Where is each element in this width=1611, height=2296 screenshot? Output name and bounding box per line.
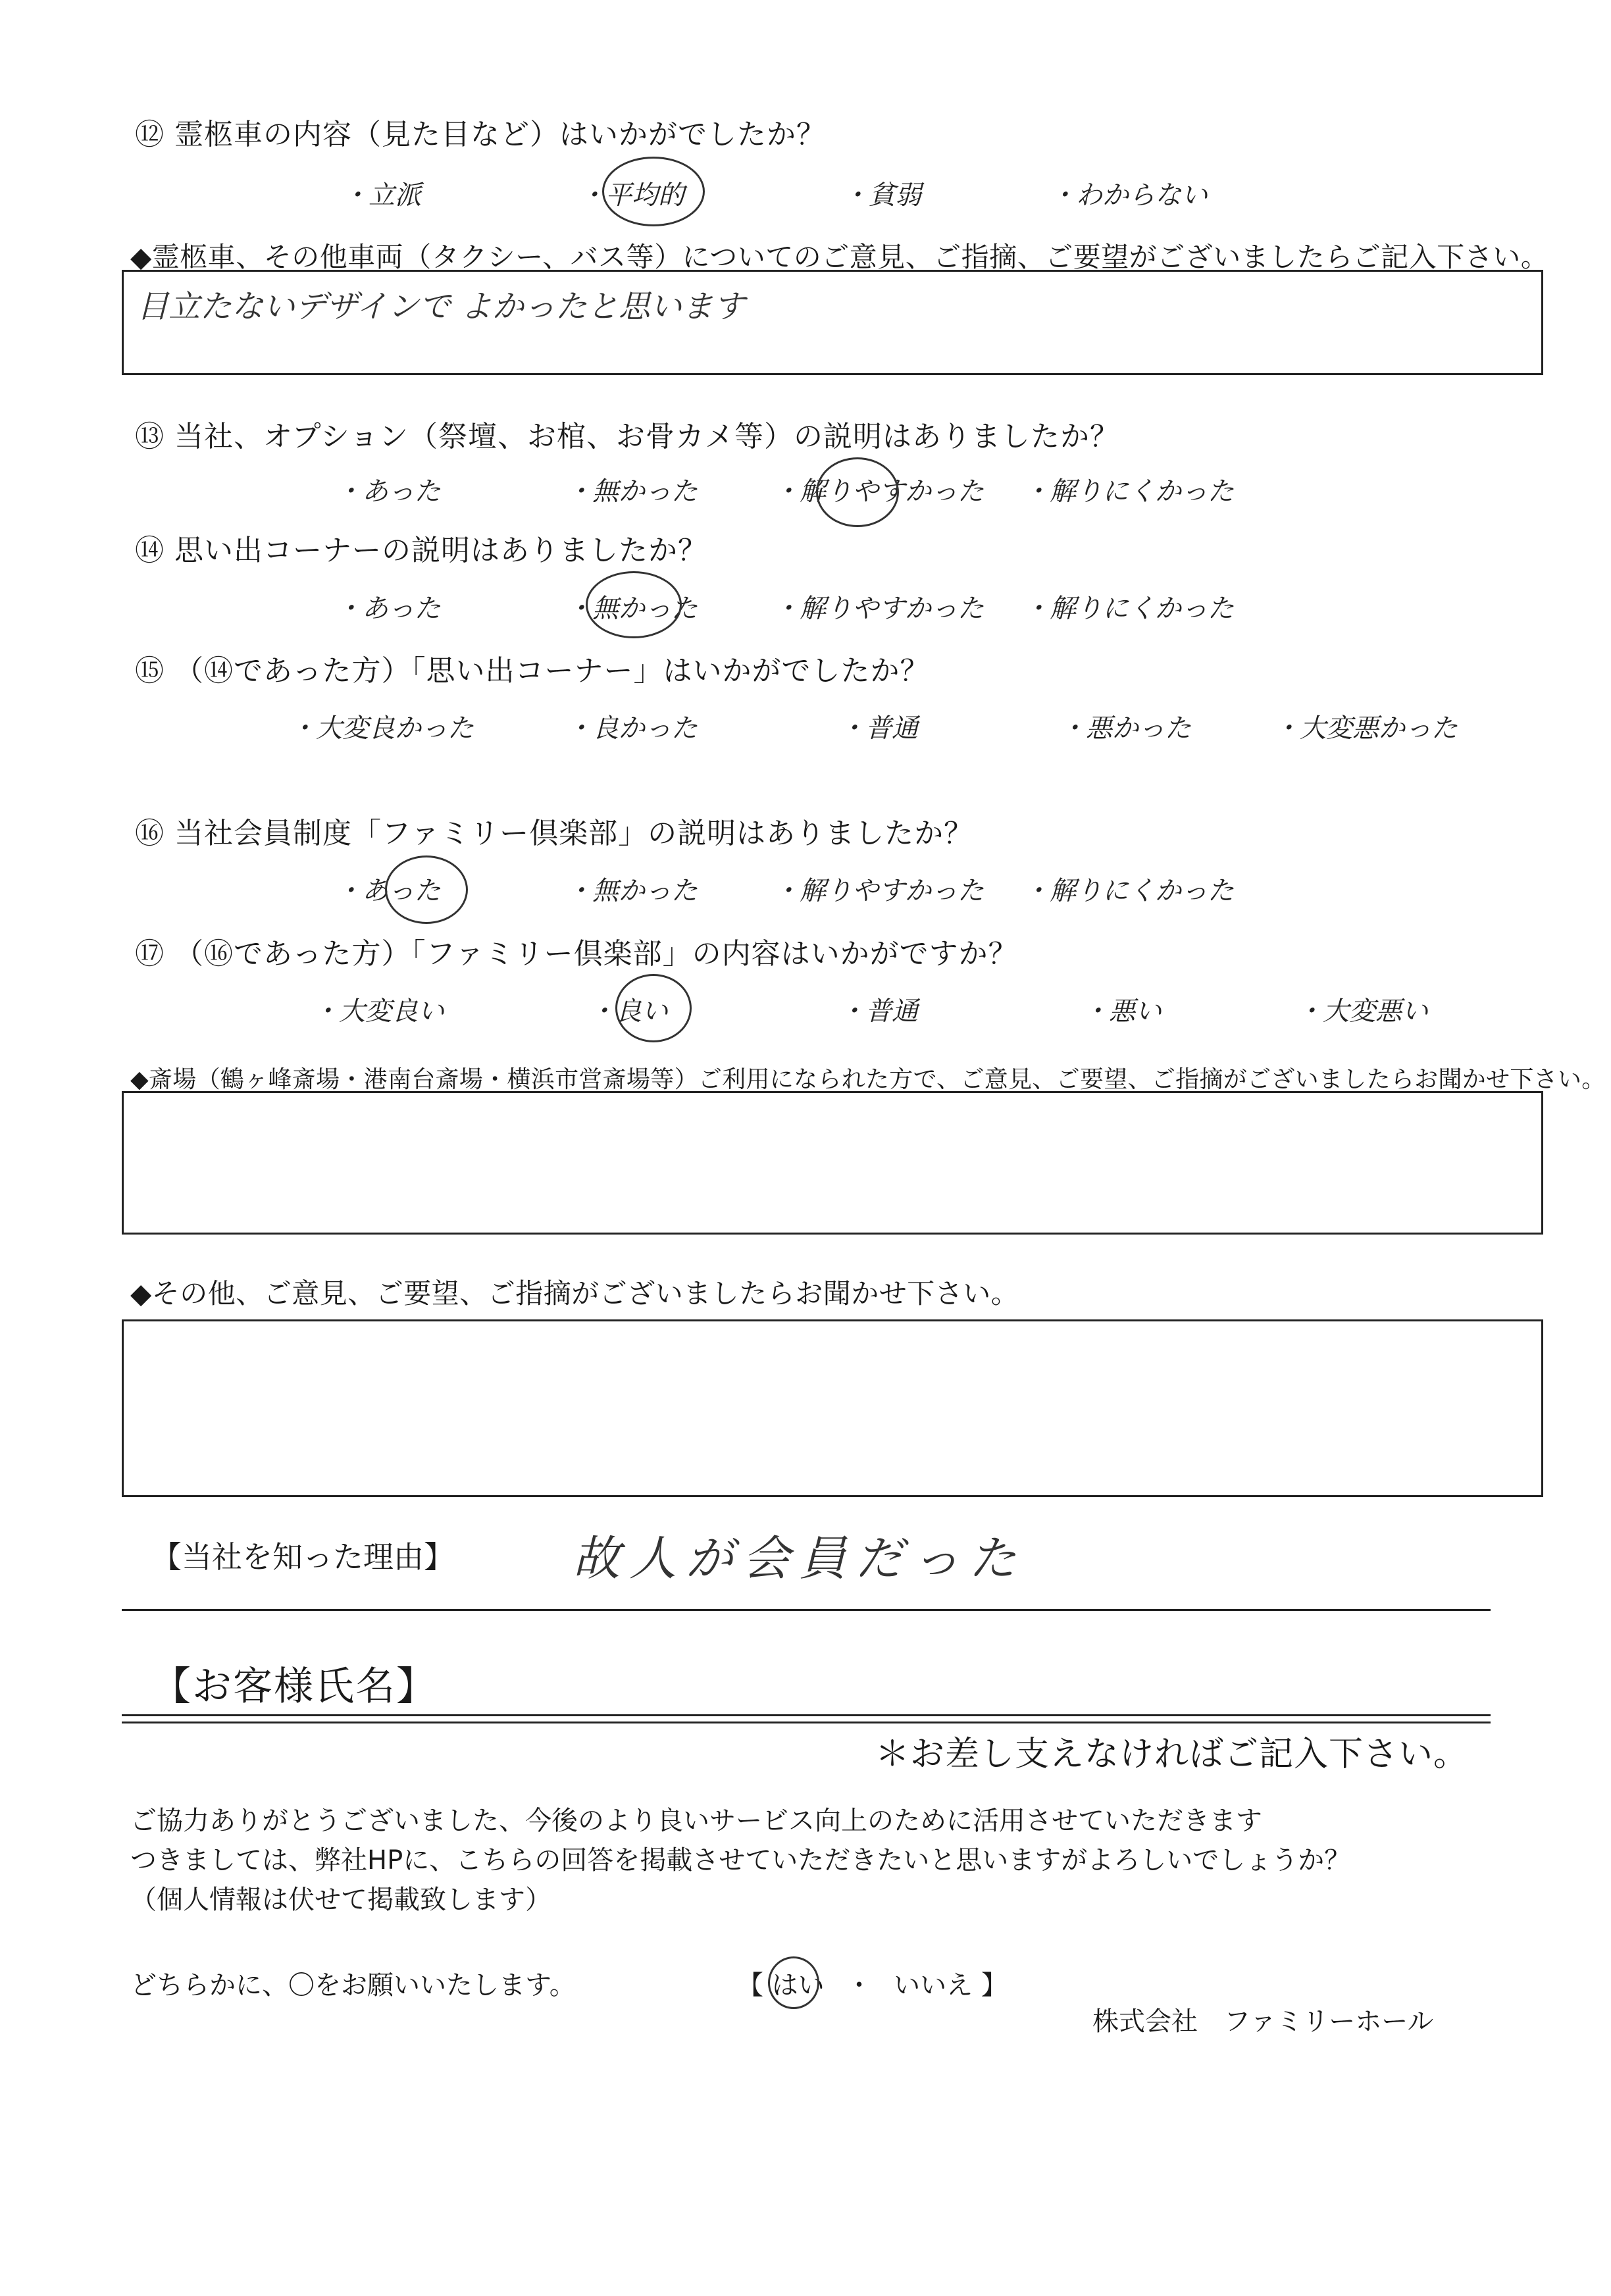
q12-option-rippa[interactable]: ・立派 (342, 180, 421, 211)
closing-line-1: ご協力ありがとうございました、今後のより良いサービス向上のために活用させていただきます (130, 1806, 1262, 1836)
q13-option-wakariyasukatta[interactable]: ・解りやすかった (773, 476, 984, 507)
selection-circle (615, 974, 692, 1042)
q15-option-daihen-yokatta[interactable]: ・大変良かった (290, 713, 474, 744)
customer-name-note: ＊お差し支えなければご記入下さい。 (875, 1735, 1469, 1774)
q12-option-hinjaku[interactable]: ・貧弱 (842, 180, 921, 211)
q16-option-wakariyasukatta[interactable]: ・解りやすかった (773, 876, 984, 906)
other-comment-label: ◆その他、ご意見、ご要望、ご指摘がございましたらお聞かせ下さい。 (130, 1277, 1019, 1310)
consent-yes-label: はい (771, 1970, 825, 2001)
reason-answer: 故人が会員だった (573, 1531, 1026, 1586)
selection-circle (586, 571, 682, 638)
closing-line-3: （個人情報は伏せて掲載致します） (130, 1885, 551, 1915)
q12-option-wakaranai[interactable]: ・わからない (1050, 180, 1208, 211)
closing-line-2: つきましては、弊社HPに、こちらの回答を掲載させていただきたいと思いますがよろしいでしょうか？ (130, 1845, 1351, 1875)
q15-option-futsuu[interactable]: ・普通 (839, 713, 918, 744)
crematorium-comment-box[interactable] (122, 1091, 1543, 1235)
q13-label: ⑬ 当社、オプション（祭壇、お棺、お骨カメ等）の説明はありましたか？ (135, 420, 1120, 453)
consent-no[interactable]: いいえ (894, 1970, 973, 2001)
selection-circle (768, 1956, 819, 2009)
q16-option-wakarinikukatta[interactable]: ・解りにくかった (1023, 876, 1234, 906)
q13-option-atta[interactable]: ・あった (336, 476, 441, 507)
q17-option-daihen-yoi[interactable]: ・大変良い (313, 996, 444, 1027)
q15-option-warukatta[interactable]: ・悪かった (1060, 713, 1191, 744)
customer-name-underline-bottom (122, 1722, 1491, 1723)
q17-option-daihen-warui[interactable]: ・大変悪い (1296, 996, 1428, 1027)
vehicle-comment-label: ◆霊柩車、その他車両（タクシー、バス等）についてのご意見、ご指摘、ご要望がございましたらご記入下さい。 (130, 241, 1549, 273)
selection-circle (816, 457, 899, 527)
q15-option-yokatta[interactable]: ・良かった (566, 713, 698, 744)
reason-label: 【当社を知った理由】 (151, 1539, 454, 1575)
other-comment-box[interactable] (122, 1319, 1543, 1497)
q13-option-wakarinikukatta[interactable]: ・解りにくかった (1023, 476, 1234, 507)
q14-option-wakarinikukatta[interactable]: ・解りにくかった (1023, 594, 1234, 624)
q17-label: ⑰ （⑯であった方）「ファミリー倶楽部」の内容はいかがですか？ (135, 937, 1018, 971)
vehicle-comment-answer: 目立たないデザインで よかったと思います (137, 288, 745, 325)
q14-option-atta[interactable]: ・あった (336, 594, 441, 624)
customer-name-label: 【お客様氏名】 (151, 1664, 437, 1710)
bracket-close: 】 (981, 1970, 1008, 2001)
q16-label: ⑯ 当社会員制度「ファミリー倶楽部」の説明はありましたか？ (135, 817, 974, 850)
q15-option-daihen-warukatta[interactable]: ・大変悪かった (1273, 713, 1458, 744)
company-name: 株式会社 ファミリーホール (1092, 2006, 1434, 2037)
consent-separator: ・ (846, 1970, 873, 2001)
vehicle-comment-box[interactable] (122, 270, 1543, 375)
crematorium-comment-label: ◆斎場（鶴ヶ峰斎場・港南台斎場・横浜市営斎場等）ご利用になられた方で、ご意見、ご要望、ご指摘がございましたらお聞かせ下さい。 (130, 1066, 1606, 1093)
selection-circle (602, 157, 705, 226)
q17-option-yoi[interactable]: ・良い (589, 996, 668, 1027)
q17-option-futsuu[interactable]: ・普通 (839, 996, 918, 1027)
q15-label: ⑮ （⑭であった方）「思い出コーナー」はいかがでしたか？ (135, 654, 930, 688)
q14-label: ⑭ 思い出コーナーの説明はありましたか？ (135, 534, 707, 567)
q16-option-atta[interactable]: ・あった (336, 876, 441, 906)
selection-circle (385, 855, 468, 924)
q16-option-nakatta[interactable]: ・無かった (566, 876, 698, 906)
q14-option-nakatta[interactable]: ・無かった (566, 594, 698, 624)
consent-yes[interactable] (772, 1964, 825, 2002)
customer-name-underline-top (122, 1714, 1491, 1716)
consent-choice (737, 1964, 1008, 2002)
q12-option-heikinteki[interactable]: ・平均的 (579, 180, 684, 211)
q12-label: ⑫ 霊柩車の内容（見た目など）はいかがでしたか？ (135, 118, 826, 151)
q13-option-nakatta[interactable]: ・無かった (566, 476, 698, 507)
reason-underline (122, 1609, 1491, 1611)
q17-option-warui[interactable]: ・悪い (1083, 996, 1162, 1027)
q14-option-wakariyasukatta[interactable]: ・解りやすかった (773, 594, 984, 624)
bracket-open: 【 (737, 1970, 763, 2001)
consent-prompt: どちらかに、〇をお願いいたします。 (130, 1970, 576, 2001)
